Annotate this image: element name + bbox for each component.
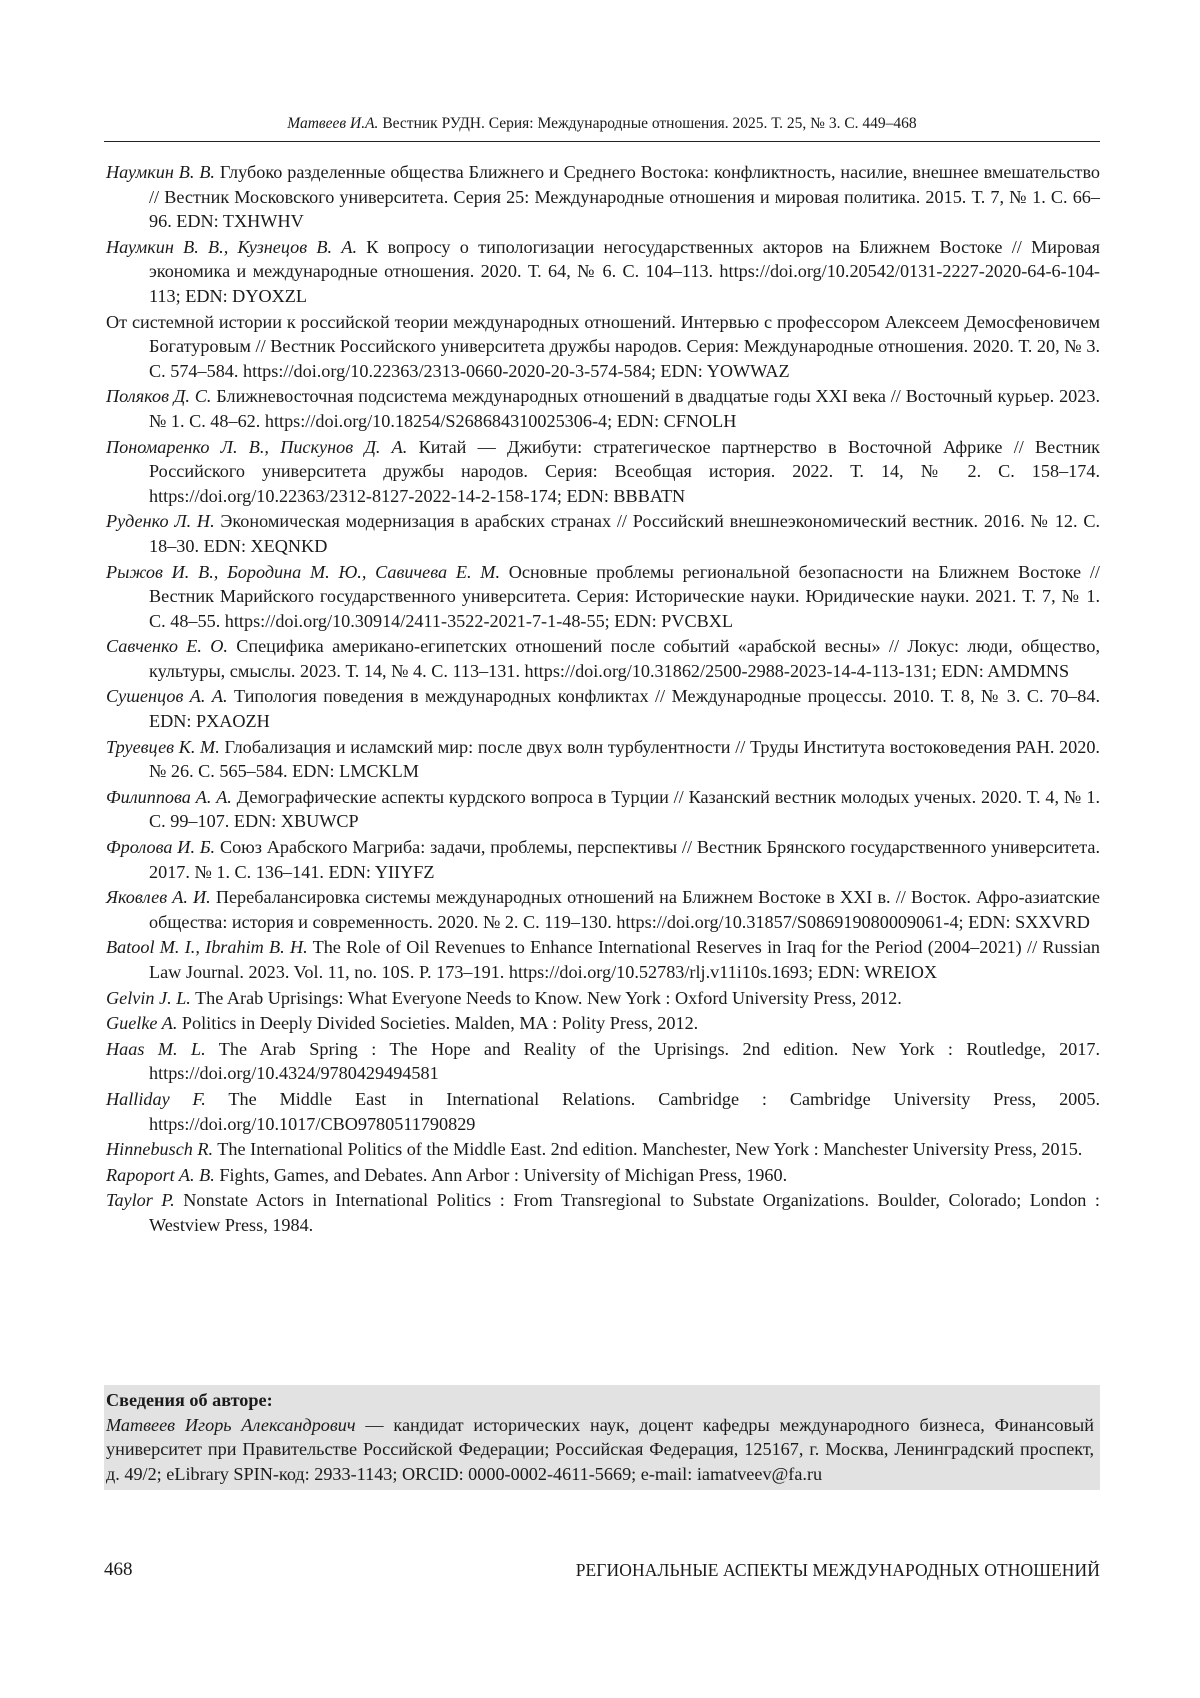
reference-item bbox=[106, 509, 1100, 558]
reference-item bbox=[106, 1037, 1100, 1086]
reference-text: The Arab Spring : The Hope and Reality of the Uprisings. 2nd edition. New York : Routledge, 2017. https://doi.org/10.4324/9780429494581 bbox=[149, 1039, 1100, 1084]
reference-authors: Фролова И. Б. bbox=[106, 837, 215, 857]
running-head-author: Матвеев И.А. bbox=[287, 115, 378, 132]
section-title: РЕГИОНАЛЬНЫЕ АСПЕКТЫ МЕЖДУНАРОДНЫХ ОТНОШЕНИЙ bbox=[576, 1558, 1100, 1582]
reference-text: Экономическая модернизация в арабских странах // Российский внешнеэкономический вестник. 2016. № 12. С. 18–30. EDN: XEQNKD bbox=[149, 511, 1100, 556]
reference-text: The International Politics of the Middle East. 2nd edition. Manchester, New York : Manchester University Press, 2015. bbox=[213, 1139, 1082, 1159]
reference-item bbox=[106, 885, 1100, 934]
reference-item bbox=[106, 1011, 1100, 1036]
reference-authors: Наумкин В. В., Кузнецов В. А. bbox=[106, 237, 357, 257]
reference-text: Fights, Games, and Debates. Ann Arbor : University of Michigan Press, 1960. bbox=[215, 1165, 787, 1185]
reference-text: Союз Арабского Магриба: задачи, проблемы, перспективы // Вестник Брянского государственного университета. 2017. № 1. С. 136–141. EDN: YIIYFZ bbox=[149, 837, 1100, 882]
header-divider bbox=[104, 141, 1100, 142]
reference-list bbox=[106, 160, 1100, 1239]
reference-item bbox=[106, 1137, 1100, 1162]
author-info-title: Сведения об авторе: bbox=[106, 1388, 1094, 1413]
reference-text: От системной истории к российской теории международных отношений. Интервью с профессором Алексеем Демосфеновичем Богатуровым // Вестник Российского университета дружбы народов. Серия: Международные отношения. 2020. Т. 20, № 3. С. 574–584. https://doi.org/10.22363/2313-0660-2020-20-3-574-584; EDN: YOWWAZ bbox=[106, 312, 1100, 381]
reference-item bbox=[106, 1163, 1100, 1188]
reference-authors: Пономаренко Л. В., Пискунов Д. А. bbox=[106, 437, 407, 457]
reference-text: The Middle East in International Relations. Cambridge : Cambridge University Press, 2005. https://doi.org/10.1017/CBO9780511790829 bbox=[149, 1089, 1100, 1134]
reference-text: Глобализация и исламский мир: после двух волн турбулентности // Труды Института востоковедения РАН. 2020. № 26. С. 565–584. EDN: LMCKLM bbox=[149, 737, 1100, 782]
running-head-journal: Вестник РУДН. Серия: Международные отношения. 2025. Т. 25, № 3. С. 449–468 bbox=[378, 115, 916, 132]
reference-text: Типология поведения в международных конфликтах // Международные процессы. 2010. Т. 8, № 3. С. 70–84. EDN: PXAOZH bbox=[149, 686, 1100, 731]
reference-authors: Hinnebusch R. bbox=[106, 1139, 213, 1159]
reference-authors: Филиппова А. А. bbox=[106, 787, 232, 807]
reference-authors: Haas M. L. bbox=[106, 1039, 206, 1059]
author-info-body bbox=[106, 1413, 1094, 1487]
reference-item bbox=[106, 310, 1100, 384]
author-name: Матвеев Игорь Александрович bbox=[106, 1415, 356, 1435]
reference-text: The Arab Uprisings: What Everyone Needs to Know. New York : Oxford University Press, 2012. bbox=[191, 988, 902, 1008]
reference-authors: Наумкин В. В. bbox=[106, 162, 215, 182]
reference-authors: Rapoport A. B. bbox=[106, 1165, 215, 1185]
reference-text: Ближневосточная подсистема международных отношений в двадцатые годы XXI века // Восточный курьер. 2023. № 1. С. 48–62. https://doi.org/10.18254/S268684310025306-4; EDN: CFNOLH bbox=[149, 386, 1100, 431]
author-details: — кандидат исторических наук, доцент кафедры международного бизнеса, Финансовый университет при Правительстве Российской Федерации; Российская Федерация, 125167, г. Москва, Ленинградский проспект, д. 49/2; eLibrary SPIN-код: 2933-1143; ORCID: 0000-0002-4611-5669; e-mail: iamatveev@fa.ru bbox=[106, 1415, 1094, 1484]
reference-item bbox=[106, 560, 1100, 634]
author-info-box bbox=[104, 1385, 1100, 1490]
reference-item bbox=[106, 835, 1100, 884]
reference-authors: Труевцев К. М. bbox=[106, 737, 220, 757]
reference-text: Специфика американо-египетских отношений после событий «арабской весны» // Локус: люди, общество, культуры, смыслы. 2023. Т. 14, № 4. С. 113–131. https://doi.org/10.31862/2500-2988-2023-14-4-113-131; EDN: AMDMNS bbox=[149, 636, 1100, 681]
reference-authors: Guelke A. bbox=[106, 1013, 177, 1033]
reference-text: Демографические аспекты курдского вопроса в Турции // Казанский вестник молодых ученых. 2020. Т. 4, № 1. С. 99–107. EDN: XBUWCP bbox=[149, 787, 1100, 832]
reference-text: Перебалансировка системы международных отношений на Ближнем Востоке в XXI в. // Восток. Афро-азиатские общества: история и современность. 2020. № 2. С. 119–130. https://doi.org/10.31857/S086919080009061-4; EDN: SXXVRD bbox=[149, 887, 1100, 932]
reference-item bbox=[106, 684, 1100, 733]
reference-authors: Taylor P. bbox=[106, 1190, 175, 1210]
reference-text: Nonstate Actors in International Politics : From Transregional to Substate Organizations. Boulder, Colorado; London : Westview Press, 1984. bbox=[149, 1190, 1100, 1235]
reference-item bbox=[106, 235, 1100, 309]
reference-text: The Role of Oil Revenues to Enhance International Reserves in Iraq for the Period (2004–2021) // Russian Law Journal. 2023. Vol. 11, no. 10S. P. 173–191. https://doi.org/10.52783/rlj.v11i10s.1693; EDN: WREIOX bbox=[149, 937, 1100, 982]
reference-authors: Сушенцов А. А. bbox=[106, 686, 228, 706]
reference-item bbox=[106, 735, 1100, 784]
reference-authors: Поляков Д. С. bbox=[106, 386, 211, 406]
reference-item bbox=[106, 384, 1100, 433]
reference-item bbox=[106, 435, 1100, 509]
running-head bbox=[104, 114, 1100, 134]
reference-item bbox=[106, 160, 1100, 234]
reference-authors: Halliday F. bbox=[106, 1089, 206, 1109]
reference-item bbox=[106, 1188, 1100, 1237]
reference-item bbox=[106, 634, 1100, 683]
reference-text: К вопросу о типологизации негосударственных акторов на Ближнем Востоке // Мировая экономика и международные отношения. 2020. Т. 64, № 6. С. 104–113. https://doi.org/10.20542/0131-2227-2020-64-6-104-113; EDN: DYOXZL bbox=[149, 237, 1100, 306]
reference-text: Китай — Джибути: стратегическое партнерство в Восточной Африке // Вестник Российского университета дружбы народов. Серия: Всеобщая история. 2022. Т. 14, № 2. С. 158–174. https://doi.org/10.22363/2312-8127-2022-14-2-158-174; EDN: BBBATN bbox=[149, 437, 1100, 506]
reference-item bbox=[106, 785, 1100, 834]
reference-authors: Рыжов И. В., Бородина М. Ю., Савичева Е. М. bbox=[106, 562, 500, 582]
reference-item bbox=[106, 935, 1100, 984]
reference-text: Основные проблемы региональной безопасности на Ближнем Востоке // Вестник Марийского государственного университета. Серия: Исторические науки. Юридические науки. 2021. Т. 7, № 1. С. 48–55. https://doi.org/10.30914/2411-3522-2021-7-1-48-55; EDN: PVCBXL bbox=[149, 562, 1100, 631]
reference-authors: Gelvin J. L. bbox=[106, 988, 191, 1008]
reference-text: Politics in Deeply Divided Societies. Malden, MA : Polity Press, 2012. bbox=[177, 1013, 698, 1033]
reference-authors: Руденко Л. Н. bbox=[106, 511, 215, 531]
reference-authors: Batool M. I., Ibrahim B. H. bbox=[106, 937, 308, 957]
reference-item bbox=[106, 1087, 1100, 1136]
page-number: 468 bbox=[104, 1558, 133, 1582]
reference-authors: Савченко Е. О. bbox=[106, 636, 228, 656]
reference-item bbox=[106, 986, 1100, 1011]
reference-authors: Яковлев А. И. bbox=[106, 887, 211, 907]
reference-text: Глубоко разделенные общества Ближнего и Среднего Востока: конфликтность, насилие, внешнее вмешательство // Вестник Московского университета. Серия 25: Международные отношения и мировая политика. 2015. Т. 7, № 1. С. 66–96. EDN: TXHWHV bbox=[149, 162, 1100, 231]
